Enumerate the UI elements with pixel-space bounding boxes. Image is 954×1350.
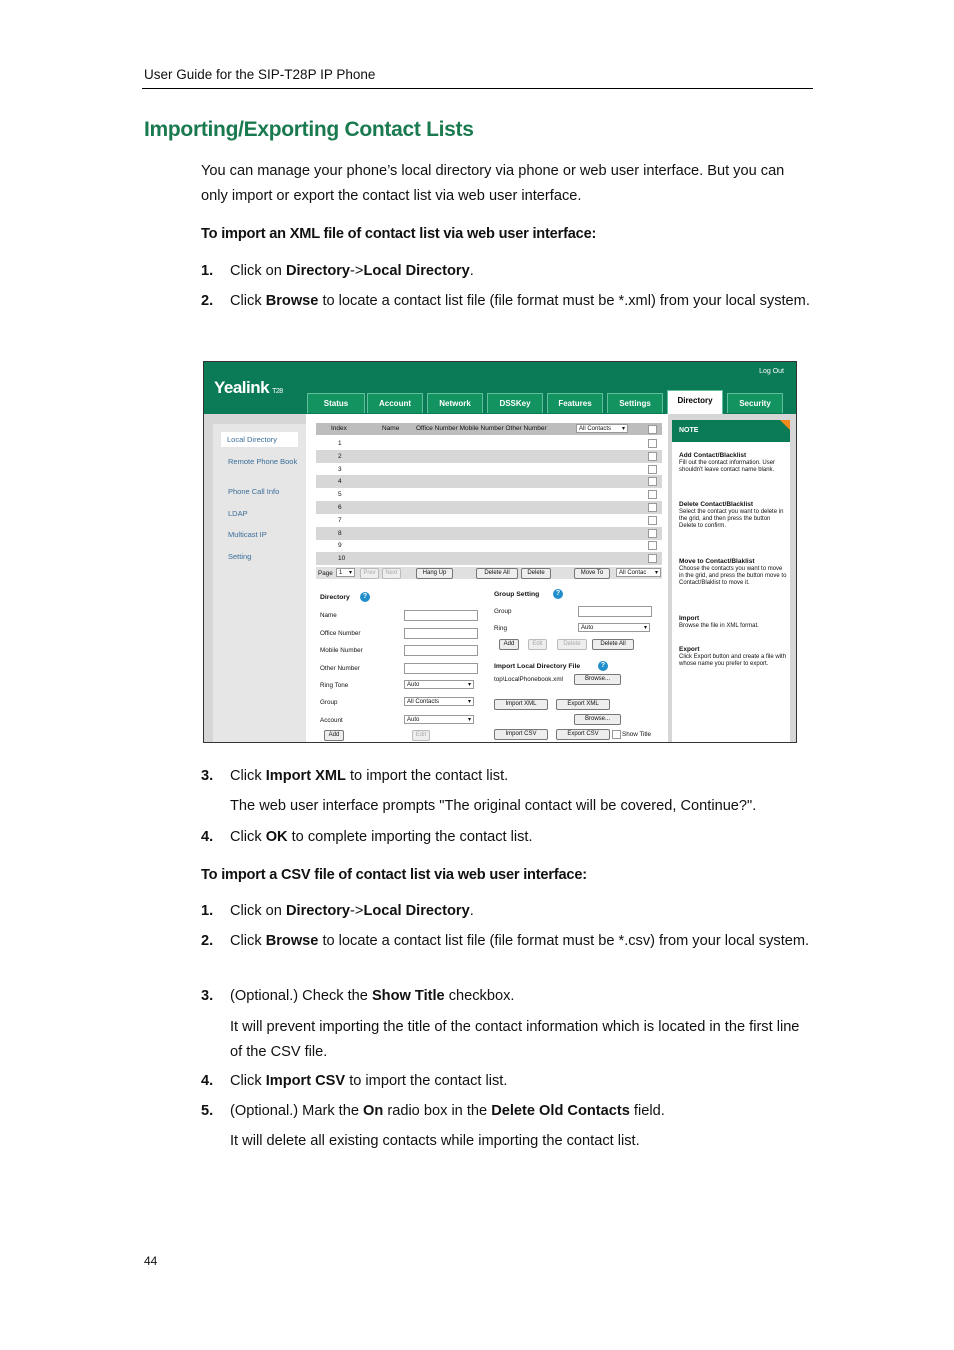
page-select[interactable]: 1 ▾ [336,568,355,577]
office-label: Office Number [320,630,361,637]
tab-status[interactable]: Status [307,393,365,413]
tab-security[interactable]: Security [727,393,783,413]
tab-dsskey[interactable]: DSSKey [487,393,543,413]
csv-subheading: To import a CSV file of contact list via web user interface: [201,867,587,883]
note-title: Move to Contact/Blaklist [679,558,755,565]
step-number: 1. [201,903,214,919]
row-index: 5 [338,491,342,499]
note-title: Add Contact/Blacklist [679,452,747,459]
row-index: 6 [338,504,342,511]
note-panel [672,420,790,742]
row-index: 1 [338,440,342,447]
row-index: 10 [338,555,346,563]
row-checkbox[interactable] [648,452,657,461]
note-title: Export [679,646,700,653]
import-title: Import Local Directory File [494,663,581,670]
table-row[interactable] [316,437,662,450]
csv-step-5: (Optional.) Mark the On radio box in the Delete Old Contacts field. [230,1103,665,1119]
office-number-input[interactable] [404,628,478,639]
show-title-label: Show Title [622,731,652,738]
mobile-label: Mobile Number [320,647,363,654]
row-index: 2 [338,452,342,460]
account-select[interactable]: Auto ▾ [404,715,474,724]
import-path: top\LocalPhonebook.xml [494,676,563,683]
page-label: Page [318,570,333,577]
gs-group-label: Group [494,608,512,615]
csv-step-3: (Optional.) Check the Show Title checkbox. [230,988,515,1004]
other-label: Other Number [320,665,360,672]
xml-subheading: To import an XML file of contact list via web user interface: [201,226,597,242]
main-panel [306,414,668,742]
col-numbers: Office Number Mobile Number Other Number [416,425,547,432]
csv-step-3-note: It will prevent importing the title of the contact information which is located in the first line of the CSV file. [230,1019,800,1060]
ring-tone-label: Ring Tone [320,682,349,689]
add-contact-button[interactable]: Add [324,730,344,741]
note-title: Import [679,615,700,622]
gs-delete-all-button[interactable]: Delete All [592,639,634,650]
nav-local-directory[interactable]: Local Directory [221,432,298,447]
pager-bar [316,567,662,579]
row-checkbox[interactable] [648,529,657,538]
step-number: 5. [201,1103,214,1119]
nav-remote-phone-book[interactable]: Remote Phone Book [228,457,298,466]
directory-title: Directory [320,594,350,601]
logout-link[interactable]: Log Out [759,368,784,375]
group-setting-title: Group Setting [494,591,540,598]
tab-directory[interactable]: Directory [667,390,723,414]
header-rule [142,88,813,89]
name-label: Name [320,612,337,619]
col-name: Name [382,425,400,432]
nav-phone-call-info[interactable]: Phone Call Info [228,487,280,496]
table-row[interactable] [316,539,662,552]
note-text: Click Export button and create a file with whose name you prefer to export. [679,654,787,667]
csv-step-2: Click Browse to locate a contact list file (file format must be *.csv) from your local system. [230,933,810,949]
help-icon[interactable]: ? [360,592,370,602]
note-corner [780,420,790,430]
table-row[interactable] [316,552,662,565]
row-checkbox[interactable] [648,516,657,525]
other-number-input[interactable] [404,663,478,674]
xml-step-3-note: The web user interface prompts "The original contact will be covered, Continue?". [230,798,757,814]
step-number: 4. [201,1073,214,1089]
csv-step-1: Click on Directory->Local Directory. [230,903,474,919]
move-target-select[interactable]: All Contac ▾ [616,568,661,577]
next-button[interactable]: Next [382,568,401,579]
note-text: Select the contact you want to delete in the grid, and then press the button Delete to confirm. [679,509,784,529]
tab-network[interactable]: Network [427,393,483,413]
step-number: 3. [201,768,214,784]
step-number: 2. [201,933,214,949]
row-checkbox[interactable] [648,490,657,499]
row-checkbox[interactable] [648,477,657,486]
step-number: 4. [201,829,214,845]
left-nav [213,424,306,742]
row-checkbox[interactable] [648,439,657,448]
select-all-checkbox[interactable] [648,425,657,434]
gs-add-button[interactable]: Add [499,639,519,650]
table-row[interactable] [316,475,662,488]
row-checkbox[interactable] [648,541,657,550]
help-icon[interactable]: ? [553,589,563,599]
table-row[interactable] [316,514,662,527]
import-xml-button[interactable]: Import XML [494,699,548,710]
gs-delete-button[interactable]: Delete [557,639,587,650]
row-index: 9 [338,542,342,550]
name-input[interactable] [404,610,478,621]
grid-header [316,423,662,435]
group-label: Group [320,699,338,706]
mobile-number-input[interactable] [404,645,478,656]
ring-tone-select[interactable]: Auto ▾ [404,680,474,689]
running-header: User Guide for the SIP-T28P IP Phone [144,67,376,82]
page-number: 44 [144,1254,158,1268]
export-csv-button[interactable]: Export CSV [556,729,610,740]
browse-button[interactable]: Browse... [574,674,621,685]
note-title: Delete Contact/Blacklist [679,501,754,508]
table-row[interactable] [316,501,662,514]
step-number: 1. [201,263,214,279]
table-row[interactable] [316,527,662,540]
table-row[interactable] [316,450,662,463]
xml-step-1: Click on Directory->Local Directory. [230,263,474,279]
import-csv-button[interactable]: Import CSV [494,729,548,740]
filter-select[interactable]: All Contacts ▾ [576,424,628,433]
nav-ldap[interactable]: LDAP [228,509,248,518]
gs-ring-select[interactable]: Auto ▾ [578,623,650,632]
csv-step-4: Click Import CSV to import the contact list. [230,1073,508,1089]
delete-all-button[interactable]: Delete All [476,568,518,579]
row-checkbox[interactable] [648,465,657,474]
help-icon[interactable]: ? [598,661,608,671]
web-ui-screenshot [203,361,797,743]
group-select[interactable]: All Contacts ▾ [404,697,474,706]
xml-step-4: Click OK to complete importing the contact list. [230,829,533,845]
browse-csv-button[interactable]: Browse... [574,714,621,725]
nav-multicast-ip[interactable]: Multicast IP [228,530,267,539]
move-to-button[interactable]: Move To [574,568,610,579]
step-number: 3. [201,988,214,1004]
note-text: Fill out the contact information. User shouldn't leave contact name blank. [679,460,776,473]
xml-step-3: Click Import XML to import the contact list. [230,768,509,784]
intro-paragraph: You can manage your phone’s local directory via phone or web user interface. But you can only import or export the contact list via web user interface. [201,163,785,204]
delete-button[interactable]: Delete [521,568,551,579]
table-row[interactable] [316,463,662,476]
col-index: Index [331,425,347,432]
step-number: 2. [201,293,214,309]
tab-settings[interactable]: Settings [607,393,663,413]
note-text: Browse the file in XML format. [679,623,759,629]
note-header: NOTE [672,420,790,442]
edit-contact-button[interactable]: Edit [412,730,430,741]
note-text: Choose the contacts you want to move in the grid, and press the button move to Contact/Blaklist to move it. [679,566,787,586]
row-index: 3 [338,465,342,473]
section-title: Importing/Exporting Contact Lists [144,118,474,141]
show-title-checkbox[interactable] [612,730,621,739]
row-index: 4 [338,478,342,486]
gs-ring-label: Ring [494,625,507,632]
top-bar [204,362,796,414]
nav-setting[interactable]: Setting [228,552,252,561]
tab-account[interactable]: Account [367,393,423,413]
row-checkbox[interactable] [648,503,657,512]
row-index: 7 [338,516,342,524]
yealink-logo: Yealink T28 [214,378,283,397]
row-checkbox[interactable] [648,554,657,563]
gs-edit-button[interactable]: Edit [528,639,547,650]
csv-step-5-note: It will delete all existing contacts while importing the contact list. [230,1133,640,1149]
table-row[interactable] [316,488,662,501]
prev-button[interactable]: Prev [360,568,379,579]
xml-step-2: Click Browse to locate a contact list file (file format must be *.xml) from your local system. [230,293,810,309]
gs-group-input[interactable] [578,606,652,617]
account-label: Account [320,717,343,724]
export-xml-button[interactable]: Export XML [556,699,610,710]
row-index: 8 [338,529,342,537]
tab-features[interactable]: Features [547,393,603,413]
hang-up-button[interactable]: Hang Up [416,568,453,579]
